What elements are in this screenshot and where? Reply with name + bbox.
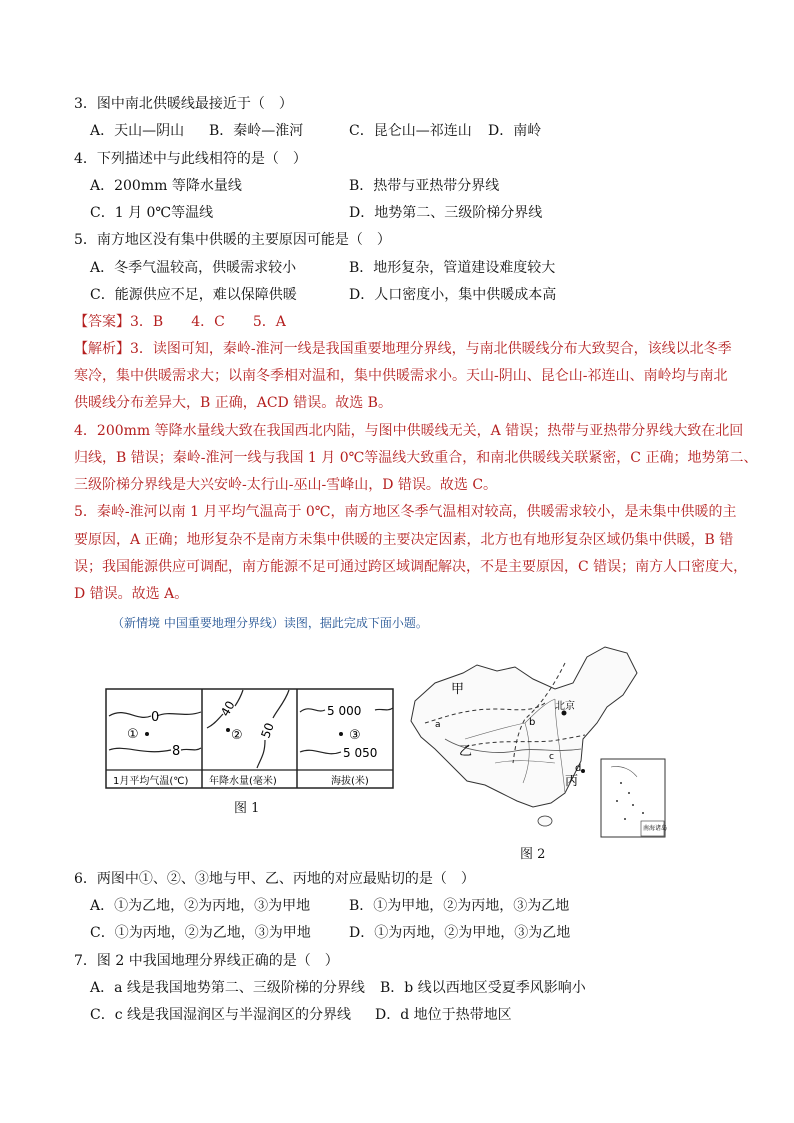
q5-option-a: A．冬季气温较高，供暖需求较小 xyxy=(90,260,297,276)
map-label-c: c xyxy=(549,752,554,762)
analysis-line-8: 要原因，A 正确；地形复杂不是南方未集中供暖的主要决定因素，北方也有地形复杂区域仍集中供暖，B 错 xyxy=(74,532,734,548)
panel2-marker: ② xyxy=(231,728,243,743)
analysis-line-9: 误；我国能源供应可调配，南方能源不足可通过跨区域调配解决，不是主要原因，C 错误；南方人口密度大， xyxy=(74,559,748,575)
q6-option-a: A．①为乙地，②为丙地，③为甲地 xyxy=(90,898,311,914)
answer-line: 【答案】3．B 4．C 5．A xyxy=(74,314,286,330)
q7-option-d: D．d 地位于热带地区 xyxy=(375,1007,512,1023)
panel1-iso-top: 0 xyxy=(151,710,160,725)
panel3-marker: ③ xyxy=(349,728,361,743)
q4-option-a: A．200mm 等降水量线 xyxy=(90,178,242,194)
map-inset-label: 南海诸岛 xyxy=(643,825,668,832)
map-label-jia: 甲 xyxy=(451,682,465,697)
q5-option-c: C．能源供应不足，难以保障供暖 xyxy=(90,287,297,303)
analysis-line-5: 归线，B 错误；秦岭-淮河一线与我国 1 月 0℃等温线大致重合，和南北供暖线关联紧密，C 正确；地势第二、 xyxy=(74,450,758,466)
analysis-line-4: 4．200mm 等降水量线大致在我国西北内陆，与图中供暖线无关，A 错误；热带与亚热带分界线大致在北回 xyxy=(74,423,744,439)
q7-stem: 7．图 2 中我国地理分界线正确的是（ ） xyxy=(74,953,339,969)
q6-option-b: B．①为甲地，②为丙地，③为乙地 xyxy=(349,898,570,914)
panel3-iso-top: 5 000 xyxy=(327,704,362,718)
q3-option-c: C．昆仑山—祁连山 xyxy=(349,123,472,139)
q6-option-d: D．①为丙地，②为甲地，③为乙地 xyxy=(349,925,571,941)
q4-option-b: B．热带与亚热带分界线 xyxy=(349,178,500,194)
panel1-marker: ① xyxy=(127,727,139,742)
q5-option-d: D．人口密度小，集中供暖成本高 xyxy=(349,287,557,303)
analysis-line-6: 三级阶梯分界线是大兴安岭-太行山-巫山-雪峰山，D 错误。故选 C。 xyxy=(74,477,498,493)
map-label-bing: 丙 xyxy=(565,774,579,789)
map-label-d: d xyxy=(575,763,582,774)
panel3-iso-bot: 5 050 xyxy=(343,746,378,760)
figure-1-caption: 图 1 xyxy=(234,801,260,816)
figure-2-map xyxy=(405,643,675,841)
q6-option-c: C．①为丙地，②为乙地，③为甲地 xyxy=(90,925,311,941)
analysis-line-2: 寒冷，集中供暖需求大；以南冬季相对温和，集中供暖需求小。天山-阴山、昆仑山-祁连山、南岭均与南北 xyxy=(74,368,728,384)
q7-option-b: B．b 线以西地区受夏季风影响小 xyxy=(380,980,586,996)
analysis-line-7: 5．秦岭-淮河以南 1 月平均气温高于 0℃，南方地区冬季气温相对较高，供暖需求较小，是未集中供暖的主 xyxy=(74,504,737,520)
analysis-line-1: 【解析】3．读图可知，秦岭-淮河一线是我国重要地理分界线，与南北供暖线分布大致契合，该线以北冬季 xyxy=(74,341,732,357)
panel1-label: 1月平均气温(℃) xyxy=(113,776,189,787)
panel2-iso-bot: 50 xyxy=(258,720,277,741)
q7-option-c: C．c 线是我国湿润区与半湿润区的分界线 xyxy=(90,1007,352,1023)
analysis-line-10: D 错误。故选 A。 xyxy=(74,586,189,602)
map-label-yi: 乙 xyxy=(459,744,473,759)
map-label-a: a xyxy=(435,720,441,730)
material-intro: （新情境 中国重要地理分界线）读图，据此完成下面小题。 xyxy=(112,616,428,630)
q7-option-a: A．a 线是我国地势第二、三级阶梯的分界线 xyxy=(90,980,365,996)
q6-stem: 6．两图中①、②、③地与甲、乙、丙地的对应最贴切的是（ ） xyxy=(74,871,475,887)
map-label-beijing: 北京 xyxy=(555,701,575,712)
q4-option-d: D．地势第二、三级阶梯分界线 xyxy=(349,205,543,221)
q5-option-b: B．地形复杂，管道建设难度较大 xyxy=(349,260,556,276)
panel2-label: 年降水量(毫米) xyxy=(209,776,277,787)
panel3-label: 海拔(米) xyxy=(331,776,369,787)
q3-option-a: A．天山—阴山 xyxy=(90,123,185,139)
q3-option-d: D．南岭 xyxy=(488,123,542,139)
figure-1 xyxy=(105,688,395,790)
panel2-iso-top: 40 xyxy=(217,698,238,719)
q3-option-b: B．秦岭—淮河 xyxy=(209,123,304,139)
q4-stem: 4．下列描述中与此线相符的是（ ） xyxy=(74,151,307,167)
figure-2-caption: 图 2 xyxy=(520,847,546,862)
panel1-iso-bot: 8 xyxy=(172,744,181,759)
q3-stem: 3．图中南北供暖线最接近于（ ） xyxy=(74,96,293,112)
analysis-line-3: 供暖线分布差异大，B 正确，ACD 错误。故选 B。 xyxy=(74,395,392,411)
map-label-b: b xyxy=(529,717,536,728)
q5-stem: 5．南方地区没有集中供暖的主要原因可能是（ ） xyxy=(74,232,391,248)
q4-option-c: C．1 月 0℃等温线 xyxy=(90,205,214,221)
